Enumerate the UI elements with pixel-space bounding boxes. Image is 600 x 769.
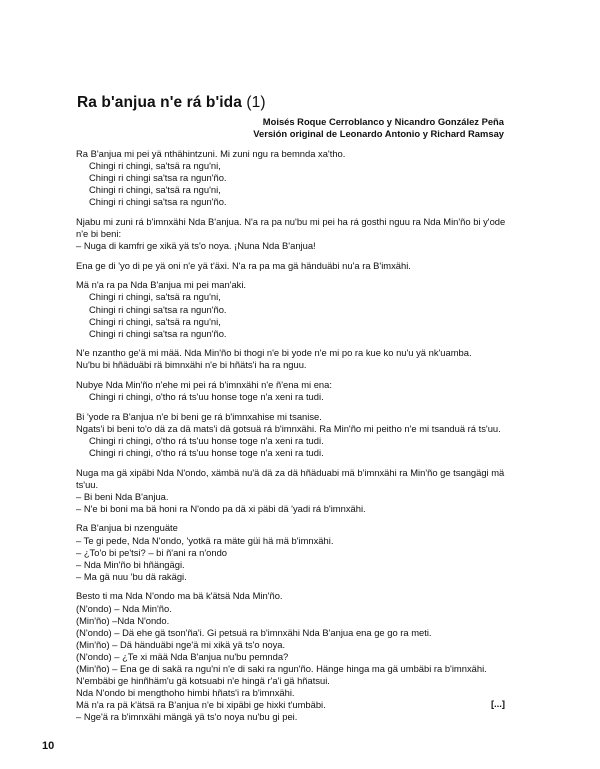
text-line: Ena ge di 'yo di pe yä oni n'e yä t'äxi. N'a ra pa ma gä händuäbi nu'a ra B'imxähi. — [76, 259, 411, 271]
text-line: Besto ti ma Nda N'ondo ma bä k'ätsä Nda Min'ño. — [76, 590, 283, 602]
paragraph — [76, 216, 508, 252]
text-line: (Min'ño) – Ena ge di sakä ra ngu'ni n'e di saki ra ngun'ño. Hänge hinga ma gä umbäbi ra b'imnxähi. — [76, 662, 487, 674]
paragraph — [76, 590, 508, 723]
refrain-line: Chingi ri chingi, sa'tsä ra ngu'ni, — [89, 160, 221, 172]
refrain-line: Chingi ri chingi, sa'tsä ra ngu'ni, — [89, 315, 221, 327]
text-line: Njabu mi zuni rá b'imnxähi Nda B'anjua. N'a ra pa nu'bu mi pei ha rá gosthi nguu ra Nda Min'ño bi y'ode n'e bi beni: — [76, 215, 506, 240]
text-line: – Nda Min'ño bi hñängägi. — [76, 558, 185, 570]
refrain-line: Chingi ri chingi sa'tsa ra ngun'ño. — [89, 303, 227, 315]
refrain-line: Chingi ri chingi, sa'tsä ra ngu'ni, — [89, 291, 221, 303]
credits — [84, 116, 504, 140]
title-text: Ra b'anjua n'e rá b'ida — [77, 94, 242, 111]
text-line: Nuga ma gä xipäbi Nda N'ondo, xämbä nu'ä dä za dä hñäduabi mä b'imnxähi ra Min'ño ge tsangägi mä ts'uu. — [76, 466, 505, 490]
text-line: Bi 'yode ra B'anjua n'e bi beni ge rá b'imnxahise mi tsanise. — [76, 410, 322, 422]
refrain-line: Chingi ri chingi, sa'tsä ra ngu'ni, — [89, 184, 221, 196]
text-line: (N'ondo) – ¿Te xi mää Nda B'anjua nu'bu pemnda? — [76, 650, 289, 662]
text-line: Ngats'i bi beni to'o dä za dä mats'i dä gotsuä rá b'imnxähi. Ra Min'ño mi peitho n'e mi tsanduä rá ts'uu. — [76, 422, 501, 434]
paragraph — [76, 467, 508, 515]
text-line: (Min'ño) –Nda N'ondo. — [76, 614, 170, 626]
refrain-line: Chingi ri chingi sa'tsa ra ngun'ño. — [89, 327, 227, 339]
title-number: (1) — [246, 94, 266, 111]
credit-original: Versión original de Leonardo Antonio y Richard Ramsay — [253, 128, 504, 139]
text-line: – Nuga di kamfri ge xikä yä ts'o noya. ¡Nuna Nda B'anjua! — [76, 240, 316, 252]
refrain-line: Chingi ri chingi, o'tho rá ts'uu honse toge n'a xeni ra tudi. — [89, 434, 324, 446]
text-line: – Te gi pede, Nda N'ondo, 'yotkä ra mäte güi hä mä b'imnxähi. — [76, 534, 334, 546]
text-line: N'embäbi ge hinñhäm'u gä kotsuabi n'e hingä r'a'i gä hñatsui. — [76, 675, 330, 687]
text-line: (N'ondo) – Nda Min'ño. — [76, 602, 172, 614]
continuation-mark: [...] — [490, 698, 505, 709]
text-line: – Ma gä nuu 'bu dä rakägi. — [76, 570, 187, 582]
text-line: Mä n'a ra pa Nda B'anjua mi pei man'aki. — [76, 279, 247, 291]
text-line: Nubye Nda Min'ño n'ehe mi pei rá b'imnxähi n'e ñ'ena mi ena: — [76, 379, 332, 390]
refrain-line: Chingi ri chingi, o'tho rá ts'uu honse toge n'a xeni ra tudi. — [89, 391, 324, 403]
story-body — [76, 148, 508, 731]
paragraph — [76, 148, 508, 208]
text-line: Nda N'ondo bi mengthoho himbi hñats'i ra b'imnxähi. — [76, 687, 295, 699]
refrain-line: Chingi ri chingi, o'tho rá ts'uu honse toge n'a xeni ra tudi. — [89, 446, 324, 458]
text-line: Ra B'anjua bi nzenguäte — [76, 522, 178, 534]
refrain-line: Chingi ri chingi sa'tsa ra ngun'ño. — [89, 196, 227, 208]
text-line: Nu'bu bi hñäduäbi rä bimnxähi n'e bi hñäts'i ha ra nguu. — [76, 359, 307, 371]
story-title — [77, 94, 266, 112]
text-line: (N'ondo) – Dä ehe gä tson'ña'i. Gi petsuä ra b'imnxähi Nda B'anjua ena ge go ra meti. — [76, 626, 432, 638]
paragraph — [76, 279, 508, 339]
text-line: – Bi beni Nda B'anjua. — [76, 490, 169, 502]
text-line: – Nge'ä ra b'imnxähi mängä yä ts'o noya nu'bu gi pei. — [76, 711, 298, 723]
paragraph — [76, 260, 508, 272]
refrain-line: Chingi ri chingi sa'tsa ra ngun'ño. — [89, 172, 227, 184]
text-line: Mä n'a ra pä k'ätsä ra B'anjua n'e bi xipäbi ge hixki t'umbäbi. — [76, 699, 326, 711]
text-line: – ¿To'o bi pe'tsi? – bi ñ'ani ra n'ondo — [76, 546, 228, 558]
text-line: (Min'ño) – Dä händuäbi nge'ä mi xikä yä ts'o noya. — [76, 638, 286, 650]
paragraph — [76, 379, 508, 403]
page-number: 10 — [42, 740, 55, 752]
text-line: N'e nzantho ge'ä mi mää. Nda Min'ño bi thogi n'e bi yode n'e mi po ra kue ko nu'u yä nk'uamba. — [76, 347, 472, 359]
paragraph — [76, 347, 508, 371]
text-line: Ra B'anjua mi pei yä nthähintzuni. Mi zuni ngu ra bemnda xa'tho. — [76, 148, 346, 159]
paragraph — [76, 522, 508, 582]
credit-authors: Moisés Roque Cerroblanco y Nicandro González Peña — [262, 116, 504, 127]
paragraph — [76, 411, 508, 459]
text-line: – N'e bi boni ma bä honi ra N'ondo pa dä xi päbi dä 'yadi rá b'imnxähi. — [76, 502, 366, 514]
